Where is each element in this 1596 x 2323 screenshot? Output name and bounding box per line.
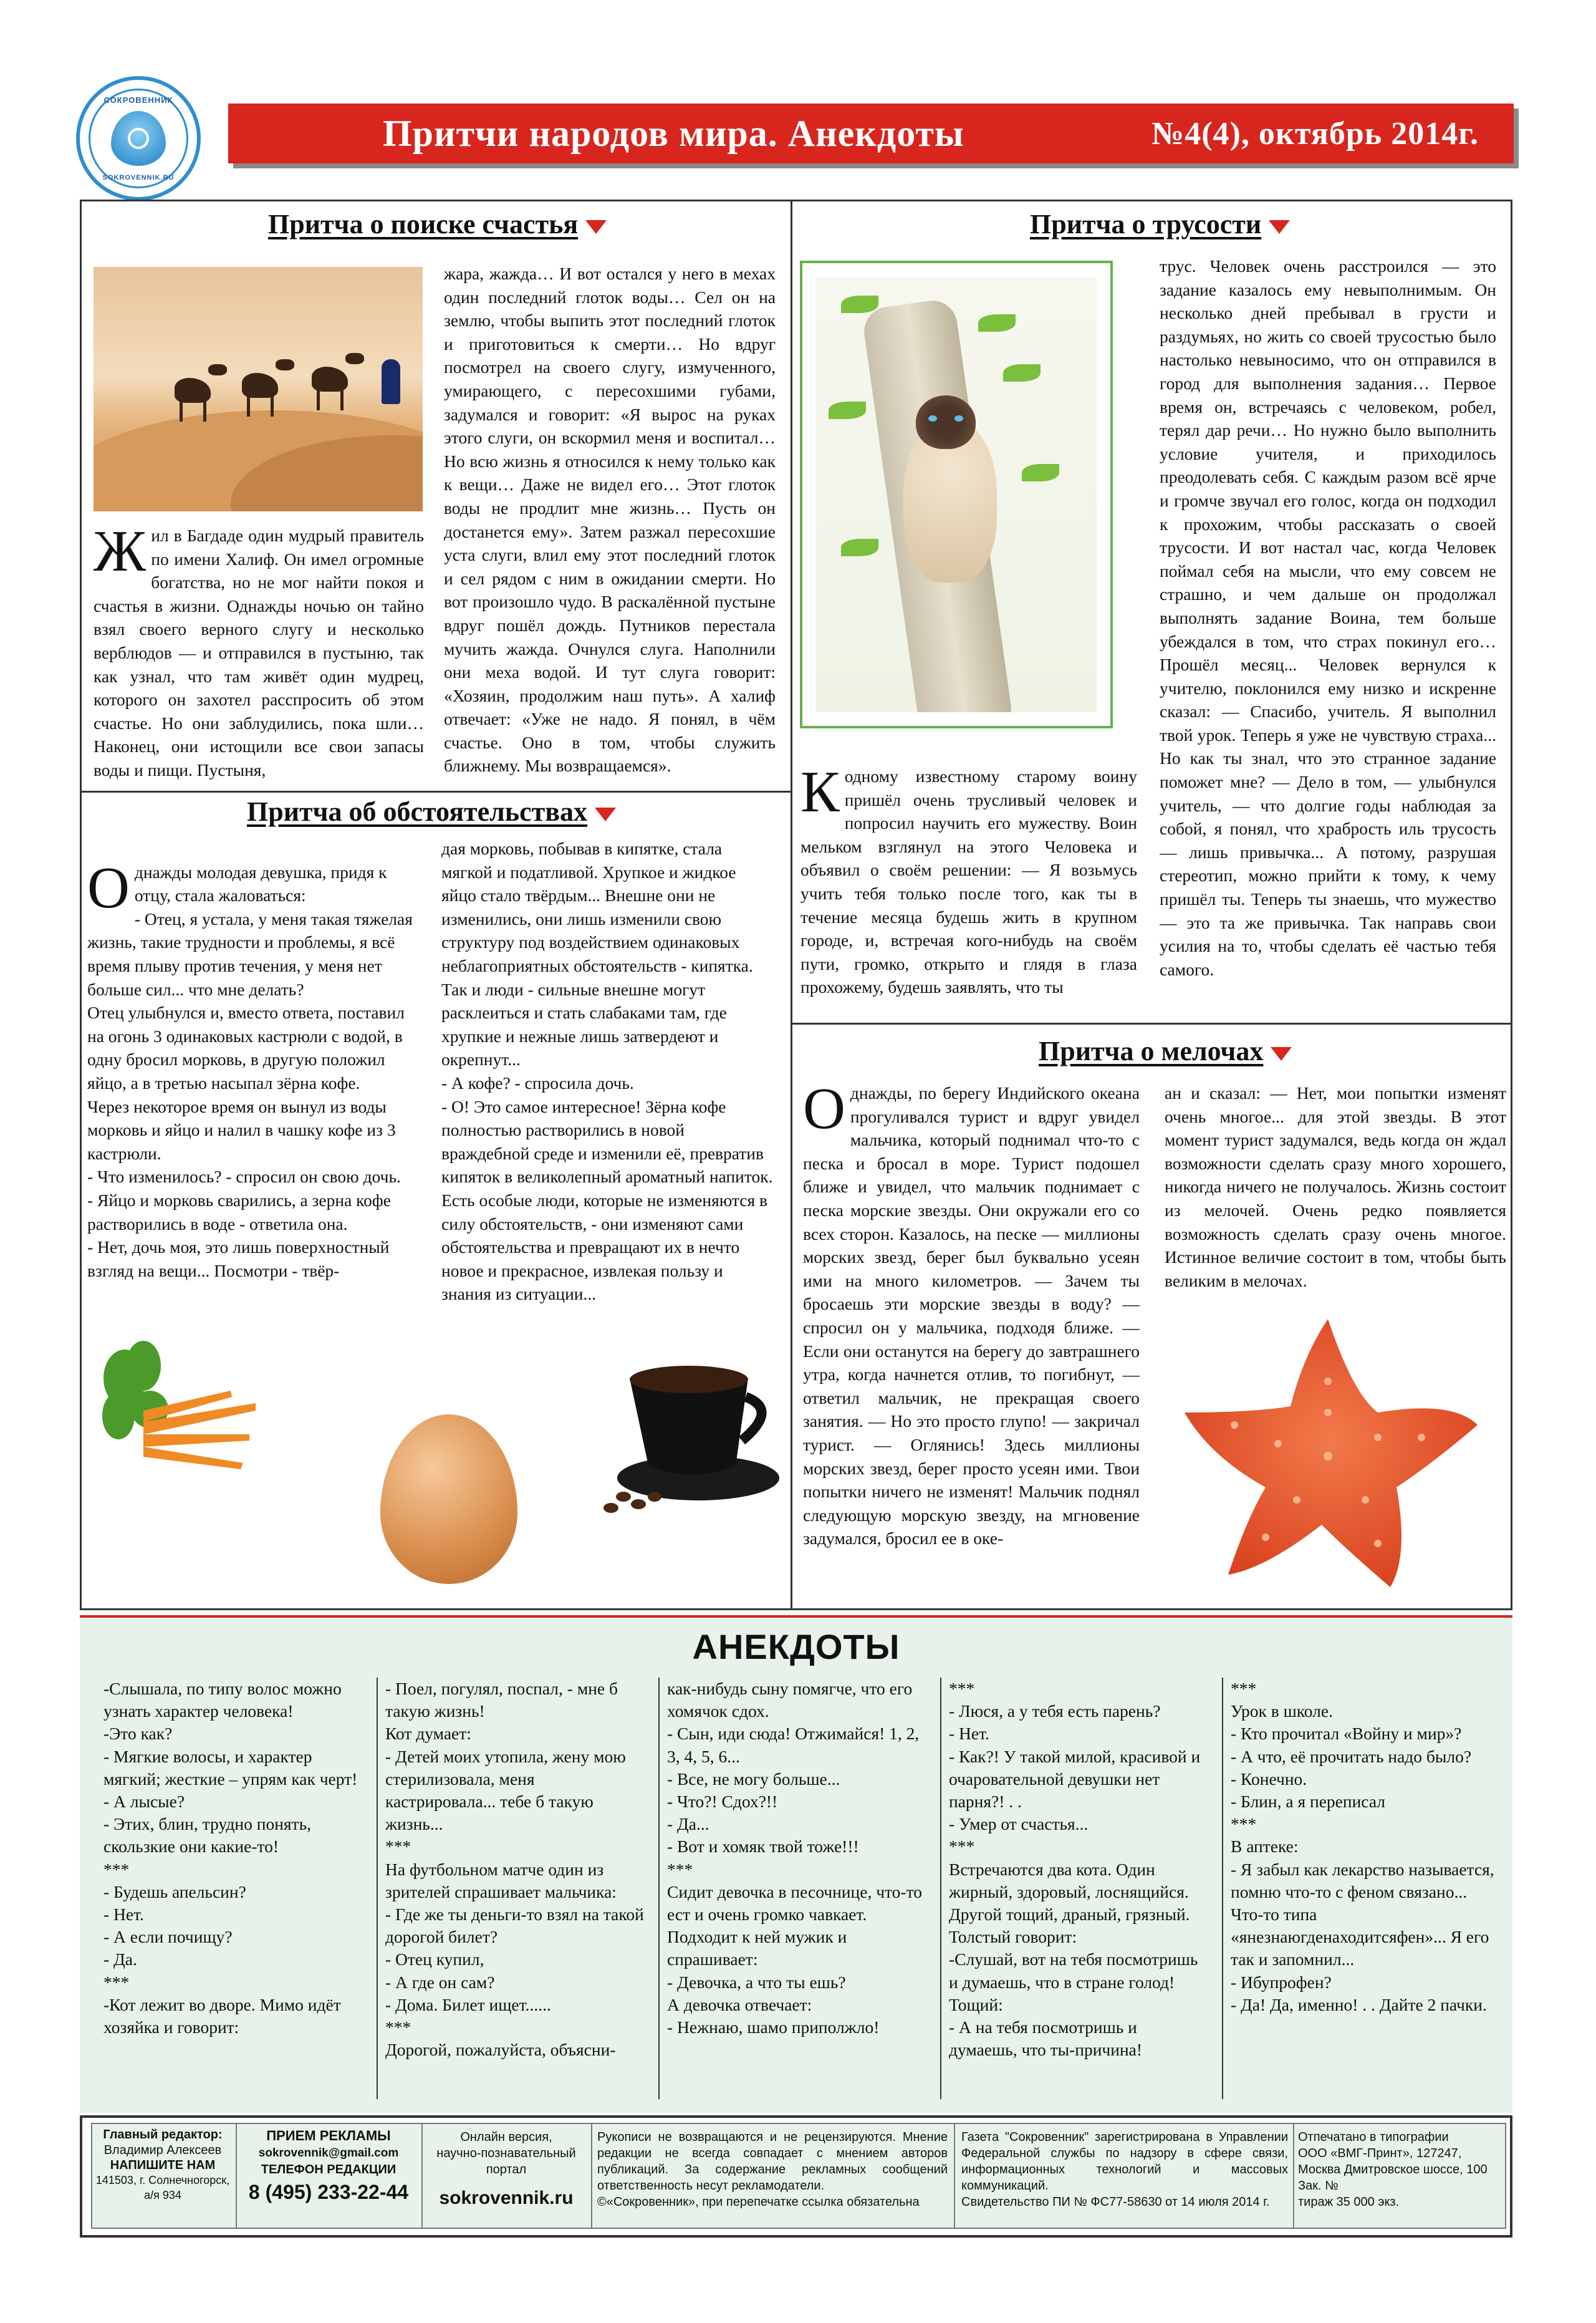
jokes-divider [658, 1678, 660, 2099]
issue-number: №4(4), октябрь 2014г. [1151, 115, 1479, 152]
article-trifles-col2: ан и сказал: — Нет, мои попытки изменят очень многое... для этой звезды. В этот момент турист задумался, ведь когда он ждал возможности сделать сразу много хорошего, никогда ничего не получалось. Жизнь состоит из мелочей. Очень редко появляется возможность сделать сразу очень многое. Истинное величие состоит в том, чтобы быть великим в мелочах. [1165, 1083, 1506, 1290]
triangle-down-icon [595, 808, 616, 821]
jokes-col2: - Поел, погулял, поспал, - мне б такую жизнь! Кот думает: - Детей моих утопила, жену мою стерилизовала, меня кастрировала... тебе б такую жизнь... *** На футбольном матче один из зрителей спрашивает мальчика: - Где же ты деньги-то взял на такой дорогой билет? - Отец купил, - А где он сам? - Дома. Билет ищет...... *** Дорогой, пожалуйста, объясни- [385, 1679, 644, 2060]
column-divider [791, 200, 792, 1610]
sokrovennik-logo [76, 76, 201, 201]
left-section-divider [80, 791, 792, 793]
article-title-circumstances: Притча об обстоятельствах [247, 796, 616, 828]
printing-info: Отпечатано в типографии ООО «ВМГ-Принт», 127247, Москва Дмитровское шоссе, 100 Зак. № тираж 35 000 экз. [1298, 2130, 1488, 2209]
drop-cap: О [87, 855, 130, 920]
article-trifles-col1: Однажды, по берегу Индийского океана прогуливался турист и вдруг увидел мальчика, который поднимал что-то с песка и бросал в море. Турист подошел ближе и увидел, что мальчик поднимает с песка морские звезды. Они окружали его со всех сторон. Казалось, на песке — миллионы морских звезд, берег был буквально усеян ими на много километров. — Зачем ты бросаешь эти морские звезды в воду? — спросил он у мальчика, подходя ближе. — Если они останутся на берегу до завтрашнего утра, когда начнется отлив, то погибнут, — ответил мальчик, не прекращая своего занятия. — Но это просто глупо! — закричал турист. — Оглянись! Здесь миллионы морских звезд, берег просто усеян ими. Твои попытки ничего не изменят! Мальчик поднял следующую морскую звезду, на мгновение задумался, бросил ее в оке- [803, 1081, 1140, 1548]
registration-notice: Газета "Сокровенник" зарегистрирована в Управлении Федеральной службы по надзору в сфере связи, информационных технологий и массовых коммуникаций. Свидетельство ПИ № ФС77-58630 от 14 июля 2014 г. [961, 2130, 1288, 2209]
triangle-down-icon [1271, 1047, 1292, 1061]
phone-label: ТЕЛЕФОН РЕДАКЦИИ [261, 2163, 397, 2176]
ads-label: ПРИЕМ РЕКЛАМЫ [266, 2128, 391, 2143]
jokes-col1: -Слышала, по типу волос можно узнать характер человека! -Это как? - Мягкие волосы, и характер мягкий; жесткие – упрям как черт! - А лысые? - Этих, блин, трудно понять, скользкие они какие-то! *** - Будешь апельсин? - Нет. - А если почищу? - Да. *** -Кот лежит во дворе. Мимо идёт хозяйка и говорит: [103, 1679, 358, 2037]
footer-divider [1293, 2123, 1294, 2229]
footer-divider [421, 2123, 423, 2229]
footer-divider [591, 2123, 592, 2229]
page-title: Притчи народов мира. Анекдоты [383, 112, 964, 154]
editor-name: Владимир Алексеев [103, 2143, 222, 2157]
phone-number[interactable]: 8 (495) 233-22-44 [248, 2181, 409, 2203]
article-happiness-col1: Жил в Багдаде один мудрый правитель по имени Халиф. Он имел огромные богатства, но не мог найти покоя и счастья в жизни. Однажды ночью он тайно взял своего верного слугу и несколько верблюдов — и отправился в пустыню, так как узнал, что там живёт один мудрец, которого он захотел расспросить об этом счастье. Но они заблудились, пока шли… Наконец, они истощили все свои запасы воды и пищи. Пустыня, [94, 524, 424, 780]
drop-cap: Ж [94, 524, 147, 584]
starfish-image [1172, 1306, 1484, 1600]
desert-caravan-image [94, 267, 423, 511]
online-version-label: Онлайн версия, научно-познавательный портал [436, 2130, 576, 2176]
footer-divider [236, 2123, 237, 2229]
article-circumstances-col1: Однажды молодая девушка, придя к отцу, стала жаловаться: - Отец, я устала, у меня такая тяжелая жизнь, такие трудности и проблемы, я всё время плыву против течения, у меня нет больше сил... что мне делать? Отец улыбнулся и, вместо ответа, поставил на огонь 3 одинаковых кастрюли с водой, в одну бросил морковь, в другую положил яйцо, а в третью насыпал зёрна кофе. Через некоторое время он вынул из воды морковь и яйцо и налил в чашку кофе из 3 кастрюли. - Что изменилось? - спросил он свою дочь. - Яйцо и морковь сварились, а зерна кофе растворились в воде - ответила она. - Нет, дочь моя, это лишь поверхностный взгляд на вещи... Посмотри - твёр- [87, 855, 413, 1280]
footer-ads [239, 2128, 418, 2228]
postal-address: 141503, г. Солнечногорск, а/я 934 [95, 2174, 230, 2201]
site-link[interactable]: sokrovennik.ru [439, 2188, 574, 2208]
article-cowardice-col2: трус. Человек очень расстроился — это задание казалось ему невыполнимым. Он несколько дней пребывал в грусти и раздумьях, но жить со своей трусостью было настолько невыносимо, что он отправился в город для выполнения задания… Первое время он, встречаясь с человеком, робел, терял дар речи… Но нужно было выполнить условие учителя, и приходилось преодолевать себя. С каждым разом всё ярче и громче звучал его голос, когда он подходил к прохожим, чтобы рассказать о своей трусости. И вот настал час, когда Человек поймал себя на мысли, что ему совсем не страшно, и чем дальше он продолжал выполнять задание Воина, тем больше убеждался в том, что страх покинул его… Прошёл месяц... Человек вернулся к учителю, поклонился ему низко и искренне сказал: — Спасибо, учитель. Я выполнил твой урок. Теперь я уже не чувствую страха... Но как ты знал, что это странное задание поможет мне? — Дело в том, — улыбнулся учитель, — что долгие годы наблюдая за собой, я понял, что храбрость иль трусость — лишь привычка... А потому, разрушая стереотип, можно прийти к тому, к чему пришёл ты. Теперь ты знаешь, что мужество — это та же привычка. Так направь свои усилия на то, чтобы сделать её частью тебя самого. [1160, 256, 1496, 979]
drop-cap: О [803, 1081, 845, 1141]
logo-text-top: СОКРОВЕННИК [103, 95, 173, 105]
triangle-down-icon [1269, 220, 1290, 234]
write-us-label: НАПИШИТЕ НАМ [110, 2158, 216, 2172]
ads-email[interactable]: sokrovennik@gmail.com [258, 2147, 399, 2160]
logo-text-bottom: SOKROVENNIK.RU [102, 174, 175, 181]
cat-on-tree-image [800, 261, 1113, 728]
footer-editor [94, 2128, 232, 2228]
article-happiness-col2: жара, жажда… И вот остался у него в мехах один последний глоток воды… Сел он на землю, чтобы выпить этот последний глоток и приготовиться к смерти… Но вдруг посмотрел на своего слугу, измученного, умирающего, с пересохшими губами, задумался и говорит: «Я вырос на руках этого слуги, он вскормил меня и воспитал… Но всю жизнь я относился к нему только как к вещи… Даже не видел его… Этот глоток воды не продлит мне жизнь… Пусть он достанется ему». Затем разжал пересохшие уста слуги, влил ему этот последний глоток и сел рядом с ним в ожидании смерти. Но вот произошло чудо. В раскалённой пустыне вдруг пошёл дождь. Путников перестала мучить жажда. Очнулся слуга. Наполнили они меха водой. И тут слуга говорит: «Хозяин, продолжим наш путь». А халиф отвечает: «Уже не надо. Я понял, в чём счастье. Оно в том, чтобы служить ближнему. Мы возвращаемся». [444, 264, 776, 776]
article-title-cowardice: Притча о трусости [1030, 208, 1290, 240]
jokes-col5: *** Урок в школе. - Кто прочитал «Войну и мир»? - А что, её прочитать надо было? - Конечно. - Блин, а я переписал *** В аптеке: - Я забыл как лекарство называется, помню что-то с феном связано... Что-то типа «янезнаюгденаходитсяфен»... Я его так и запомнил... - Ибупрофен? - Да! Да, именно! . . Дайте 2 пачки. [1231, 1679, 1494, 2014]
jokes-col4: *** - Люся, а у тебя есть парень? - Нет. - Как?! У такой милой, красивой и очаровательной девушки нет парня?! . . - Умер от счастья... *** Встречаются два кота. Один жирный, здоровый, лоснящийся. Другой тощий, драный, грязный. Толстый говорит: -Слушай, вот на тебя посмотришь и думаешь, что в стране голод! Тощий: - А на тебя посмотришь и думаешь, что ты-причина! [949, 1679, 1201, 2060]
jokes-divider [1222, 1678, 1223, 2099]
jokes-divider [377, 1678, 378, 2099]
article-cowardice-col1: Кодному известному старому воину пришёл очень трусливый человек и попросил научить его мужеству. Воин мельком взглянул на этого Человека и объявил о своём решении: — Я возьмусь учить тебя только после того, как ты в течение месяца будешь жить в крупном городе, и, встречая кого-нибудь на своём пути, громко, открыто и глядя в глаза прохожему, будешь заявлять, что ты [800, 765, 1137, 997]
right-section-divider [791, 1023, 1512, 1025]
jokes-divider [940, 1678, 941, 2099]
water-drop-icon [111, 111, 166, 166]
manuscripts-notice: Рукописи не возвращаются и не рецензируются. Мнение редакции не всегда совпадает с мнением авторов публикаций. За содержание рекламных сообщений ответственность несут рекламодатели. ©«Сокровенник», при перепечатке ссылка обязательна [597, 2130, 948, 2209]
footer-divider [954, 2123, 955, 2229]
drop-cap: К [800, 765, 840, 824]
carrots-image [100, 1341, 262, 1490]
header-banner [228, 104, 1514, 163]
triangle-down-icon [585, 220, 607, 234]
article-circumstances-col2: дая морковь, побывав в кипятке, стала мягкой и податливой. Хрупкое и жидкое яйцо стало твёрдым... Внешне они не изменились, они лишь изменили свою структуру под воздействием одинаковых неблагоприятных обстоятельств - кипятка. Так и люди - сильные внешне могут расклеиться и стать слабаками там, где хрупкие и нежные лишь затвердеют и окрепнут... - А кофе? - спросила дочь. - О! Это самое интересное! Зёрна кофе полностью растворились в новой враждебной среде и изменили её, превратив кипяток в великолепный ароматный напиток. Есть особые люди, которые не изменяются в силу обстоятельств, - они изменяют сами обстоятельства и превращают их в нечто новое и прекрасное, извлекая пользу и знания из ситуации... [441, 839, 773, 1304]
article-title-happiness: Притча о поиске счастья [268, 208, 607, 240]
article-title-trifles: Притча о мелочах [1039, 1035, 1292, 1067]
jokes-col3: как-нибудь сыну помягче, что его хомячок сдох. - Сын, иди сюда! Отжимайся! 1, 2, 3, 4, 5, 6... - Все, не могу больше... - Что?! Сдох?!! - Да... - Вот и хомяк твой тоже!!! *** Сидит девочка в песочнице, что-то ест и очень громко чавкает. Подходит к ней мужик и спрашивает: - Девочка, а что ты ешь? А девочка отвечает: - Нежнаю, шамо приполжло! [667, 1679, 922, 2037]
footer-online [425, 2129, 587, 2229]
anecdotes-title: АНЕКДОТЫ [692, 1627, 900, 1666]
editor-label: Главный редактор: [103, 2128, 223, 2142]
coffee-cup-image [598, 1341, 786, 1515]
